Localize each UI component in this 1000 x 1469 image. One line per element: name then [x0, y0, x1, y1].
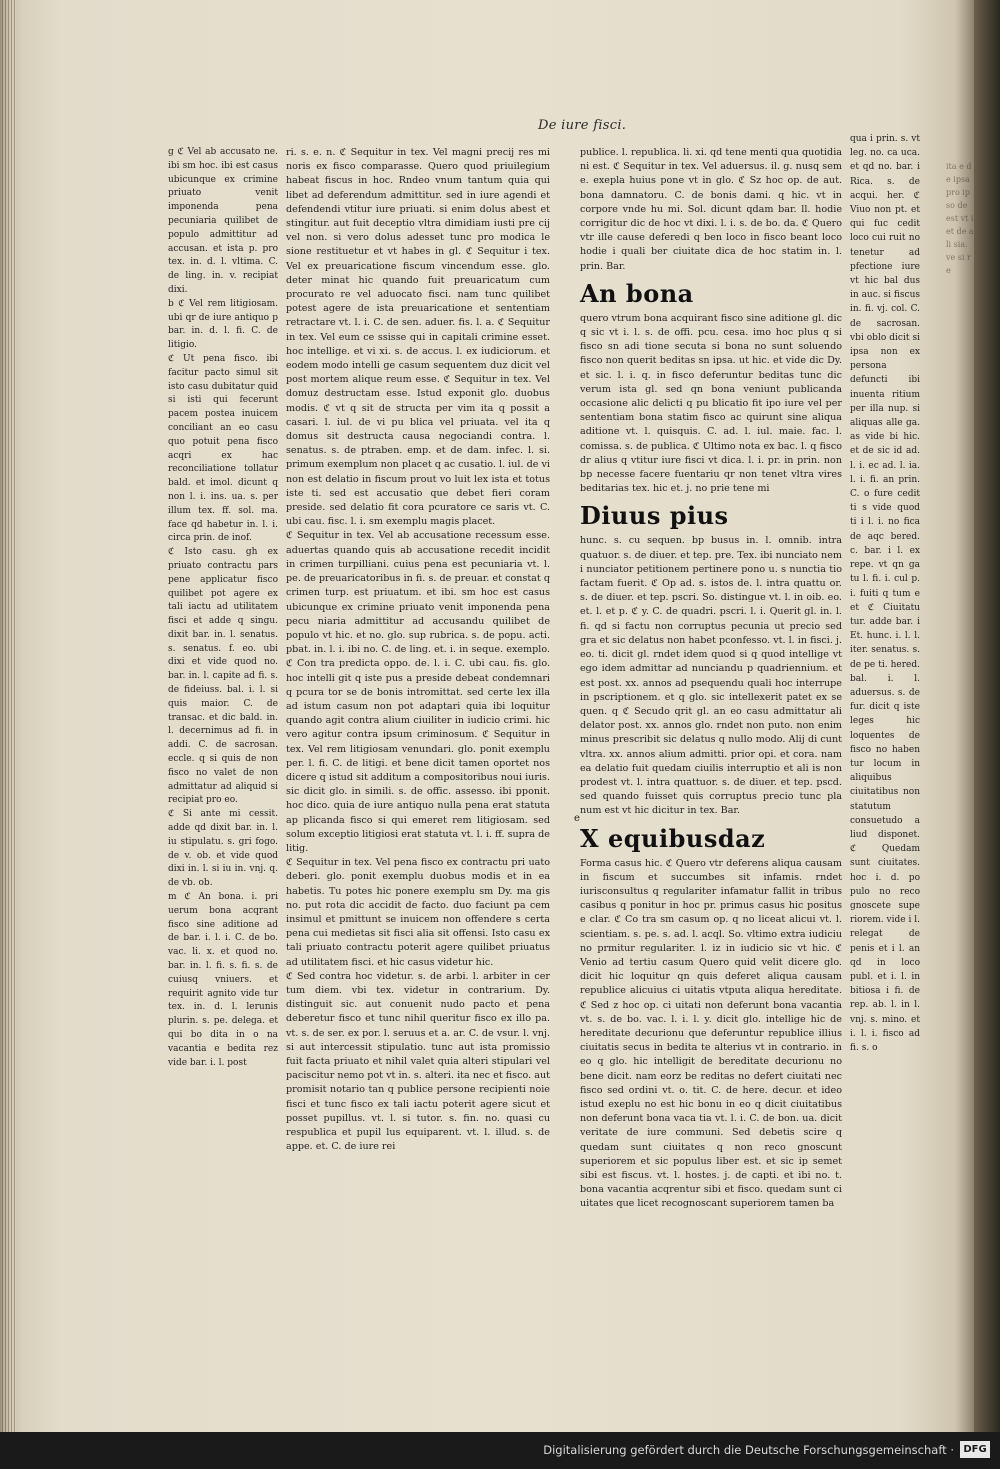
dfg-logo-icon: DFG — [960, 1441, 990, 1458]
gloss-paragraph: ℭ Ut pena fisco. ibi facitur pacto simul sit isto casu dubitatur quid si isti qui fecerunt pacem postea inuicem conciliant an eo casu quo potuit pena fisco acqri ex hac reconciliatione tollatur bald. et imol. dicunt q non l. i. ins. ua. s. per illum tex. ff. sol. ma. face qd habetur in. l. i. circa prin. de inof. — [168, 353, 278, 544]
gloss-paragraph: m ℭ An bona. i. pri uerum bona acqrant fisco sine aditione ad de bar. i. l. i. C. de bo. vac. li. x. et quod no. bar. in. l. fi. s. fi. s. de cuiusq vniuers. et requirit agnito vide tur tex. in. d. l. lerunis plurin. s. pe. delega. et qui bo dita in o na vacantia e bedita rez vide bar. i. l. post — [168, 892, 278, 1068]
gloss-paragraph: g ℭ Vel ab accusato ne. ibi sm hoc. ibi est casus ubicunque ex crimine priuato venit imponenda pena pecuniaria quilibet de populo admittitur ad accusan. et ista p. pro tex. in. d. l. vltima. C. de ling. in. v. recipiat dixi. — [168, 147, 278, 295]
gloss-column-left — [168, 146, 278, 1068]
section-heading-an-bona: An bona — [580, 278, 694, 308]
digitization-footer — [0, 1432, 1000, 1469]
gloss-paragraph: qua i prin. s. vt leg. no. ca uca. et qd no. bar. i Rica. s. de acqui. her. ℭ Viuo non pt. et qui fuc cedit loco cui ruit no tenetur ad pfectione iure vt hic bal dus in auc. si fiscus in. fi. vj. col. C. de sacrosan. vbi oblo dicit si ipsa non ex persona defuncti ibi inuenta ritium per illa nup. si aliquas alle ga. as vide bi hic. et de sic id ad. l. i. ec ad. l. ia. l. i. fi. an prin. C. o fure cedit ti s vide quod ti i l. i. no fica de aqc bered. c. bar. i l. ex repe. vt qn ga tu l. fi. i. cul p. i. fuiti q tum e et ℭ Ciuitatu tur. adde bar. i Et. hunc. i. l. l. iter. senatus. s. de pe ti. hered. bal. i. l. aduersus. s. de fur. dicit q iste leges hic loquentes de fisco no haben tur locum in aliquibus ciuitatibus non statutum consuetudo a liud disponet. ℭ Quedam sunt ciuitates. hoc i. d. po pulo no reco gnoscete supe riorem. vide i l. relegat de penis et i l. an qd in loco publ. et i. l. in bitiosa i fi. de rep. ab. l. in l. vnj. s. mino. et i. l. i. fisco ad fi. s. o — [850, 134, 920, 1053]
footer-credit-text: Digitalisierung gefördert durch die Deutsche Forschungsgemeinschaft · — [543, 1443, 954, 1457]
gloss-paragraph: b ℭ Vel rem litigiosam. ubi qr de iure antiquo p bar. in. d. l. fi. C. de litigio. — [168, 298, 278, 351]
gloss-column-right — [850, 132, 920, 1053]
section-heading-diuus-pius: Diuus pius — [580, 501, 729, 531]
commentary-paragraph: ℭ Sequitur in tex. Vel pena fisco ex contractu pri uato deberi. glo. ponit exemplu duobus modis et in ea habetis. Tu potes hic ponere exemplu sm Dy. ma gis no. put rota dic accidit de facto. duo faciunt pa cem insimul et pmittunt se inuicem non offendere s certa pena cui medietas sit fisci alia sit offensi. Isto casu ex tali priuato contractu poterit agere quilibet priuatus ad utilitatem fisci. et hic casus videtur hic. — [286, 857, 550, 968]
gloss-paragraph: ℭ Isto casu. gh ex priuato contractu pars pene applicatur fisco quilibet pot agere ex tali iactu ad utilitatem fisci et adde q singu. dixit bar. in. l. senatus. s. senatus. f. eo. ubi dixi et vide quod no. bar. in. l. capite ad fi. s. de fideiuss. bal. i. l. si quis maior. C. de transac. et dic bald. in. l. decernimus ad fi. in addi. C. de sacrosan. eccle. q si quis de non fisco no valet de non admittatur ad aliquid si recipiat pro eo. — [168, 547, 278, 806]
commentary-paragraph: ℭ Sed contra hoc videtur. s. de arbi. l. arbiter in cer tum diem. vbi tex. videtur in contrarium. Dy. distinguit sic. aut conuenit nudo pacto et pena deberetur fisco et tunc nihil queritur fisco ex illo pa. vt. s. de ser. ex por. l. seruus et a. ar. C. de vsur. l. vnj. si aut intercessit stipulatio. tunc aut ista promissio fuit facta priuato et nihil valet quia alteri stipulari vel paciscitur nemo pot vt in. s. alteri. ita nec et fisco. aut promisit notario tan q publice persone recipienti noie fisci et tunc fisco ex tali iactu poterit agere sicut et posset pupillus. vt. l. si tutor. s. fin. no. quasi cu respublica et pupil lus equiparent. vt. l. illud. s. de appe. et. C. de iure rei — [286, 970, 550, 1153]
section-heading-ex-quibusdam: X equibusdaz — [580, 823, 766, 853]
commentary-paragraph: Forma casus hic. ℭ Quero vtr deferens aliqua causam in fiscum et succumbes sit infamis. rndet iurisconsultus q regulariter infamatur fallit in tribus casibus q ponitur in hoc pr. primus casus hic positus e clar. ℭ Co tra sm casum op. q no liceat alicui vt. l. scientiam. s. pe. s. ad. l. acql. So. vltimo extra iudiciu no prmitur regulariter. l. iz in iudicio sic vt hic. ℭ Venio ad tertiu casum Quero quid velit dicere glo. dicit hic loquitur qn quis deferet aliqua causam republice alicuius ci uitatis vtputa aliqua hereditate. ℭ Sed z hoc op. ci uitati non deferunt bona vacantia vt. s. de bo. vac. l. i. l. y. dicit glo. intellige hic de hereditate decurionu que deferuntur republice illius ciuitatis secus in bedita te alterius vt in contrario. in eo q glo. hic intelligit de bereditate decurionu no bene dicit. nam eorz be reditas no defert ciuitati nec fisco sed ordini vt. o. tit. C. de here. decur. et ideo istud exeplu no est hic bonu in eo q dicit ciuitatibus non deferunt bona vaca tia vt. l. i. C. de bon. ua. dicit veritate de iure communi. Sed debetis scire q quedam sunt ciuitates q non reco gnoscunt superiorem et sic populus liber est. et sic ip semet sibi est fiscus. vt. l. hostes. j. de capti. et ibi no. t. bona vacantia acqrentur sibi et fisco. quedam sunt ci uitates que licet recognoscant superiorem tamen ba — [580, 857, 842, 1210]
commentary-paragraph: hunc. s. cu sequen. bp busus in. l. omnib. intra quatuor. s. de diuer. et tep. pre. Tex. ibi nunciato nem i nunciator petitionem pertinere pono u. s nunctia tio factam fuerit. ℭ Op ad. s. istos de. l. intra quattu or. s. de diuer. et tep. pscri. So. distingue vt. l. in oib. eo. et. l. et p. ℭ y. C. de quadri. pscri. l. i. Querit gl. in. l. fi. qd si factu non corruptus pecunia ut precio sed gra et sic delatus non habet pconfesso. vt. l. in fisci. j. eo. ti. dicit gl. rndet idem quod si q quod intellige vt ego idem admittar ad nunciandu p quadriennium. et est post. xx. annos ad psequendu quali hoc interrupe in pscriptionem. et q glo. sic intellexerit patet ex se quen. q ℭ Secudo qrit gl. an eo casu admittatur ali delator post. xx. annos glo. rndet non puto. non enim minus prescribit sic delatus q nullo modo. Alij di cunt vltra. xx. annos alium admitti. prior opi. et cora. nam ea delatio fuit quedam ciuilis interruptio et ali is non prodest vt. l. intra quattuor. s. de diuer. et tep. pscd. sed quando fuisset quis corruptus precio tunc pla num est vt hic dicitur in tex. Bar. — [580, 535, 842, 817]
commentary-column-right — [580, 146, 842, 1210]
commentary-paragraph: ℭ Sequitur in tex. Vel ab accusatione recessum esse. aduertas quando quis ab accusatione recedit incidit in crimen turpilliani. cuius pena est pecuniaria vt. l. pe. de preuaricatoribus in fi. s. de preuar. et constat q crimen turp. est priuatum. et ibi. sm hoc est casus ubicunque ex crimine priuato venit imponenda pena pecu niaria admittitur ad accusandu quilibet de populo vt hic. et no. glo. sup rubrica. s. de popu. acti. pbat. in. l. i. ibi no. C. de ling. et. i. in seque. exemplo. ℭ Con tra predicta oppo. de. l. i. C. ubi cau. fis. glo. hoc intelli git q iste pus a preside debeat condemnari q pcura tor se de bonis intromittat. sed certe lex illa ad istum casum non pot adaptari quia ibi loquitur quando agit contra alium ciuiliter in iudicio crimi. hic vero agitur contra ipsum criminosum. ℭ Sequitur in tex. Vel rem litigiosam venundari. glo. ponit exemplu per. l. fi. C. de litigi. et bene dicit tamen oportet nos dicere q istud sit additum a compositoribus noui iuris. sic dicit glo. in simili. s. de offic. assesso. ibi pponit. hoc dico. quia de iure antiquo nulla pena erat statuta ap plicanda fisco si qui emeret rem litigiosam. sed solum exceptio litigiosi erat statuta vt. l. i. ff. supra de litig. — [286, 530, 550, 854]
gloss-paragraph: ℭ Si ante mi cessit. adde qd dixit bar. in. l. iu stipulatu. s. gri fogo. de v. ob. et vide quod dixi in. l. si iu in. vnj. q. de vb. ob. — [168, 809, 278, 889]
page-header-title: De iure fisci. — [538, 118, 627, 133]
commentary-column-left — [286, 146, 550, 1153]
margin-letter: e — [574, 813, 580, 824]
book-binding-right — [974, 0, 1000, 1432]
commentary-paragraph: ri. s. e. n. ℭ Sequitur in tex. Vel magni precij res mi noris ex fisco comparasse. Quero quod priuilegium habeat fiscus in hoc. Rndeo vnum tantum quia qui libet ad deferendum admittitur. sed in iure agendi et defendendi vtitur iure priuati. si enim dolus abest et stingitur. aut fuit deceptio vltra dimidiam iusti pre cij vel non. si vero dolus adesset tunc pro modica le sione restituetur et vt habes in gl. ℭ Sequitur i tex. Vel ex preuaricatione fiscum vincendum esse. glo. deter minat hic quando fuit preuaricatum cum procurato re vel aduocato fisci. nam tunc quilibet potest agere de ista preuaricatione et sententiam retractare vt. l. i. C. de sen. aduer. fis. l. a. ℭ Sequitur in tex. Vel eum ce ssisse qui in capitali crimine esset. hoc intellige. et vi xi. s. de accus. l. ex iudiciorum. et eodem modo intelli ge casum sequentem duz dicit vel post mortem alique reum esse. ℭ Sequitur in tex. Vel domuz destructam esse. Istud exponit glo. duobus modis. ℭ vt q sit de structa per vim ita q possit a casari. l. iul. de vi pu blica vel priuata. vel ita q domus sit destructa causa negociandi contra. l. senatus. s. de ptraben. emp. et de dam. infec. l. si. primum exemplum non placet q ac cusatio. l. iul. de vi non est delatio in fiscum prout vo luit lex ista et totus iste ti. sed est accusatio que debet fieri coram preside. sed delatio fit cora pcuratore ce saris vt. C. ubi cau. fisc. l. i. sm exemplu magis placet. — [286, 147, 550, 528]
facing-page-sliver: ita e de ipsa pro ipso de est vt i et de ali sia. ve si re — [946, 162, 974, 275]
commentary-paragraph: publice. l. republica. li. xi. qd tene menti qua quotidia ni est. ℭ Sequitur in tex. Vel aduersus. il. g. nusq sem e. exepla huius pone vt in glo. ℭ Sz hoc op. de aut. bona damnatoru. C. de bonis dami. q hic. vt in corpore vnde hu mi. Sol. dicunt qdam bar. ll. hodie corrigitur dic de hoc vt dixi. l. i. s. de bo. da. ℭ Quero vtr ille cause deferedi q ben loco in fisco beant loco hodie i quali ber ciuitate dica de hoc statim in. l. prin. Bar. — [580, 147, 842, 272]
page-edges-left — [2, 0, 16, 1432]
commentary-paragraph: quero vtrum bona acquirant fisco sine aditione gl. dic q sic vt i. l. s. de offi. pcu. cesa. imo hoc plus q si fisco sn adi tione secuta si bona no sunt soluendo fisco non querit beditas sn ipsa. ut hic. et vide dic Dy. et sic. l. i. q. in fisco deferuntur beditas tunc dic verum ista gl. sed qn bona veniunt publicanda occasione alic delicti q pu blicatio fit ipo iure vel per sententiam bona statim fisco ac quirunt sine aliqua aditione vt. l. quisquis. C. ad. l. iul. maie. fac. l. comissa. s. de publica. ℭ Ultimo nota ex bac. l. q fisco dr alius q vtitur iure fisci vt dica. l. i. pr. in prin. non bp necesse facere fuentariu qr non tenet vltra vires beditarias tex. hic et. j. no prie tene mi — [580, 312, 842, 495]
